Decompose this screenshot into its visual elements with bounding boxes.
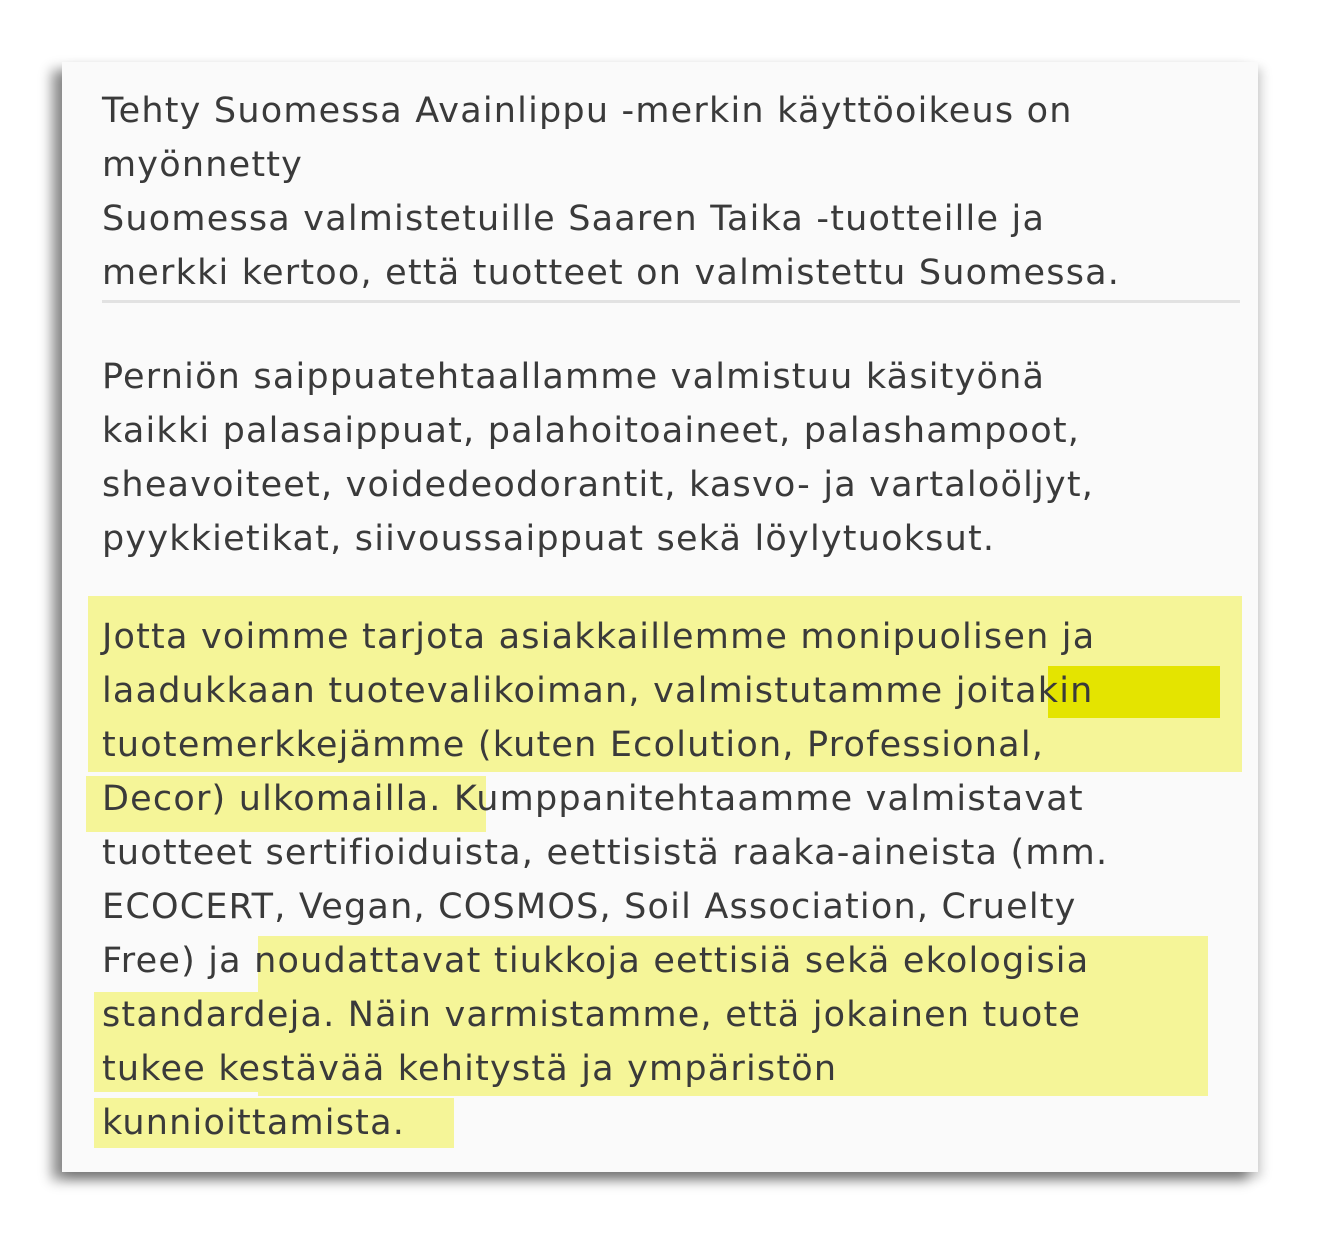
factory-line: sheavoiteet, voidedeodorantit, kasvo- ja vartaloöljyt, [102, 465, 1095, 505]
abroad-line: Decor) ulkomailla. Kumppanitehtaamme valmistavat [102, 779, 1084, 819]
abroad-line: standardeja. Näin varmistamme, että jokainen tuote [102, 995, 1082, 1035]
intro-line: Tehty Suomessa Avainlippu -merkin käyttöoikeus on [102, 91, 1073, 131]
divider [102, 300, 1240, 303]
abroad-line: ECOCERT, Vegan, COSMOS, Soil Association, Cruelty [102, 887, 1077, 927]
abroad-line: Free) ja noudattavat tiukkoja eettisiä sekä ekologisia [102, 941, 1090, 981]
abroad-line: Jotta voimme tarjota asiakkaillemme monipuolisen ja [102, 617, 1096, 657]
factory-line: pyykkietikat, siivoussaippuat sekä löylytuoksut. [102, 519, 996, 559]
abroad-line: tuotemerkkejämme (kuten Ecolution, Professional, [102, 725, 1045, 765]
abroad-line: laadukkaan tuotevalikoiman, valmistutamme joitakin [102, 671, 1094, 711]
intro-line: merkki kertoo, että tuotteet on valmistettu Suomessa. [102, 253, 1121, 293]
intro-line: Suomessa valmistetuille Saaren Taika -tuotteille ja [102, 199, 1046, 239]
abroad-line: tukee kestävää kehitystä ja ympäristön [102, 1049, 838, 1089]
factory-line: Perniön saippuatehtaallamme valmistuu käsityönä [102, 357, 1046, 397]
intro-line: myönnetty [102, 145, 304, 185]
factory-line: kaikki palasaippuat, palahoitoaineet, palashampoot, [102, 411, 1081, 451]
abroad-line: kunnioittamista. [102, 1103, 406, 1143]
abroad-line: tuotteet sertifioiduista, eettisistä raaka-aineista (mm. [102, 833, 1109, 873]
